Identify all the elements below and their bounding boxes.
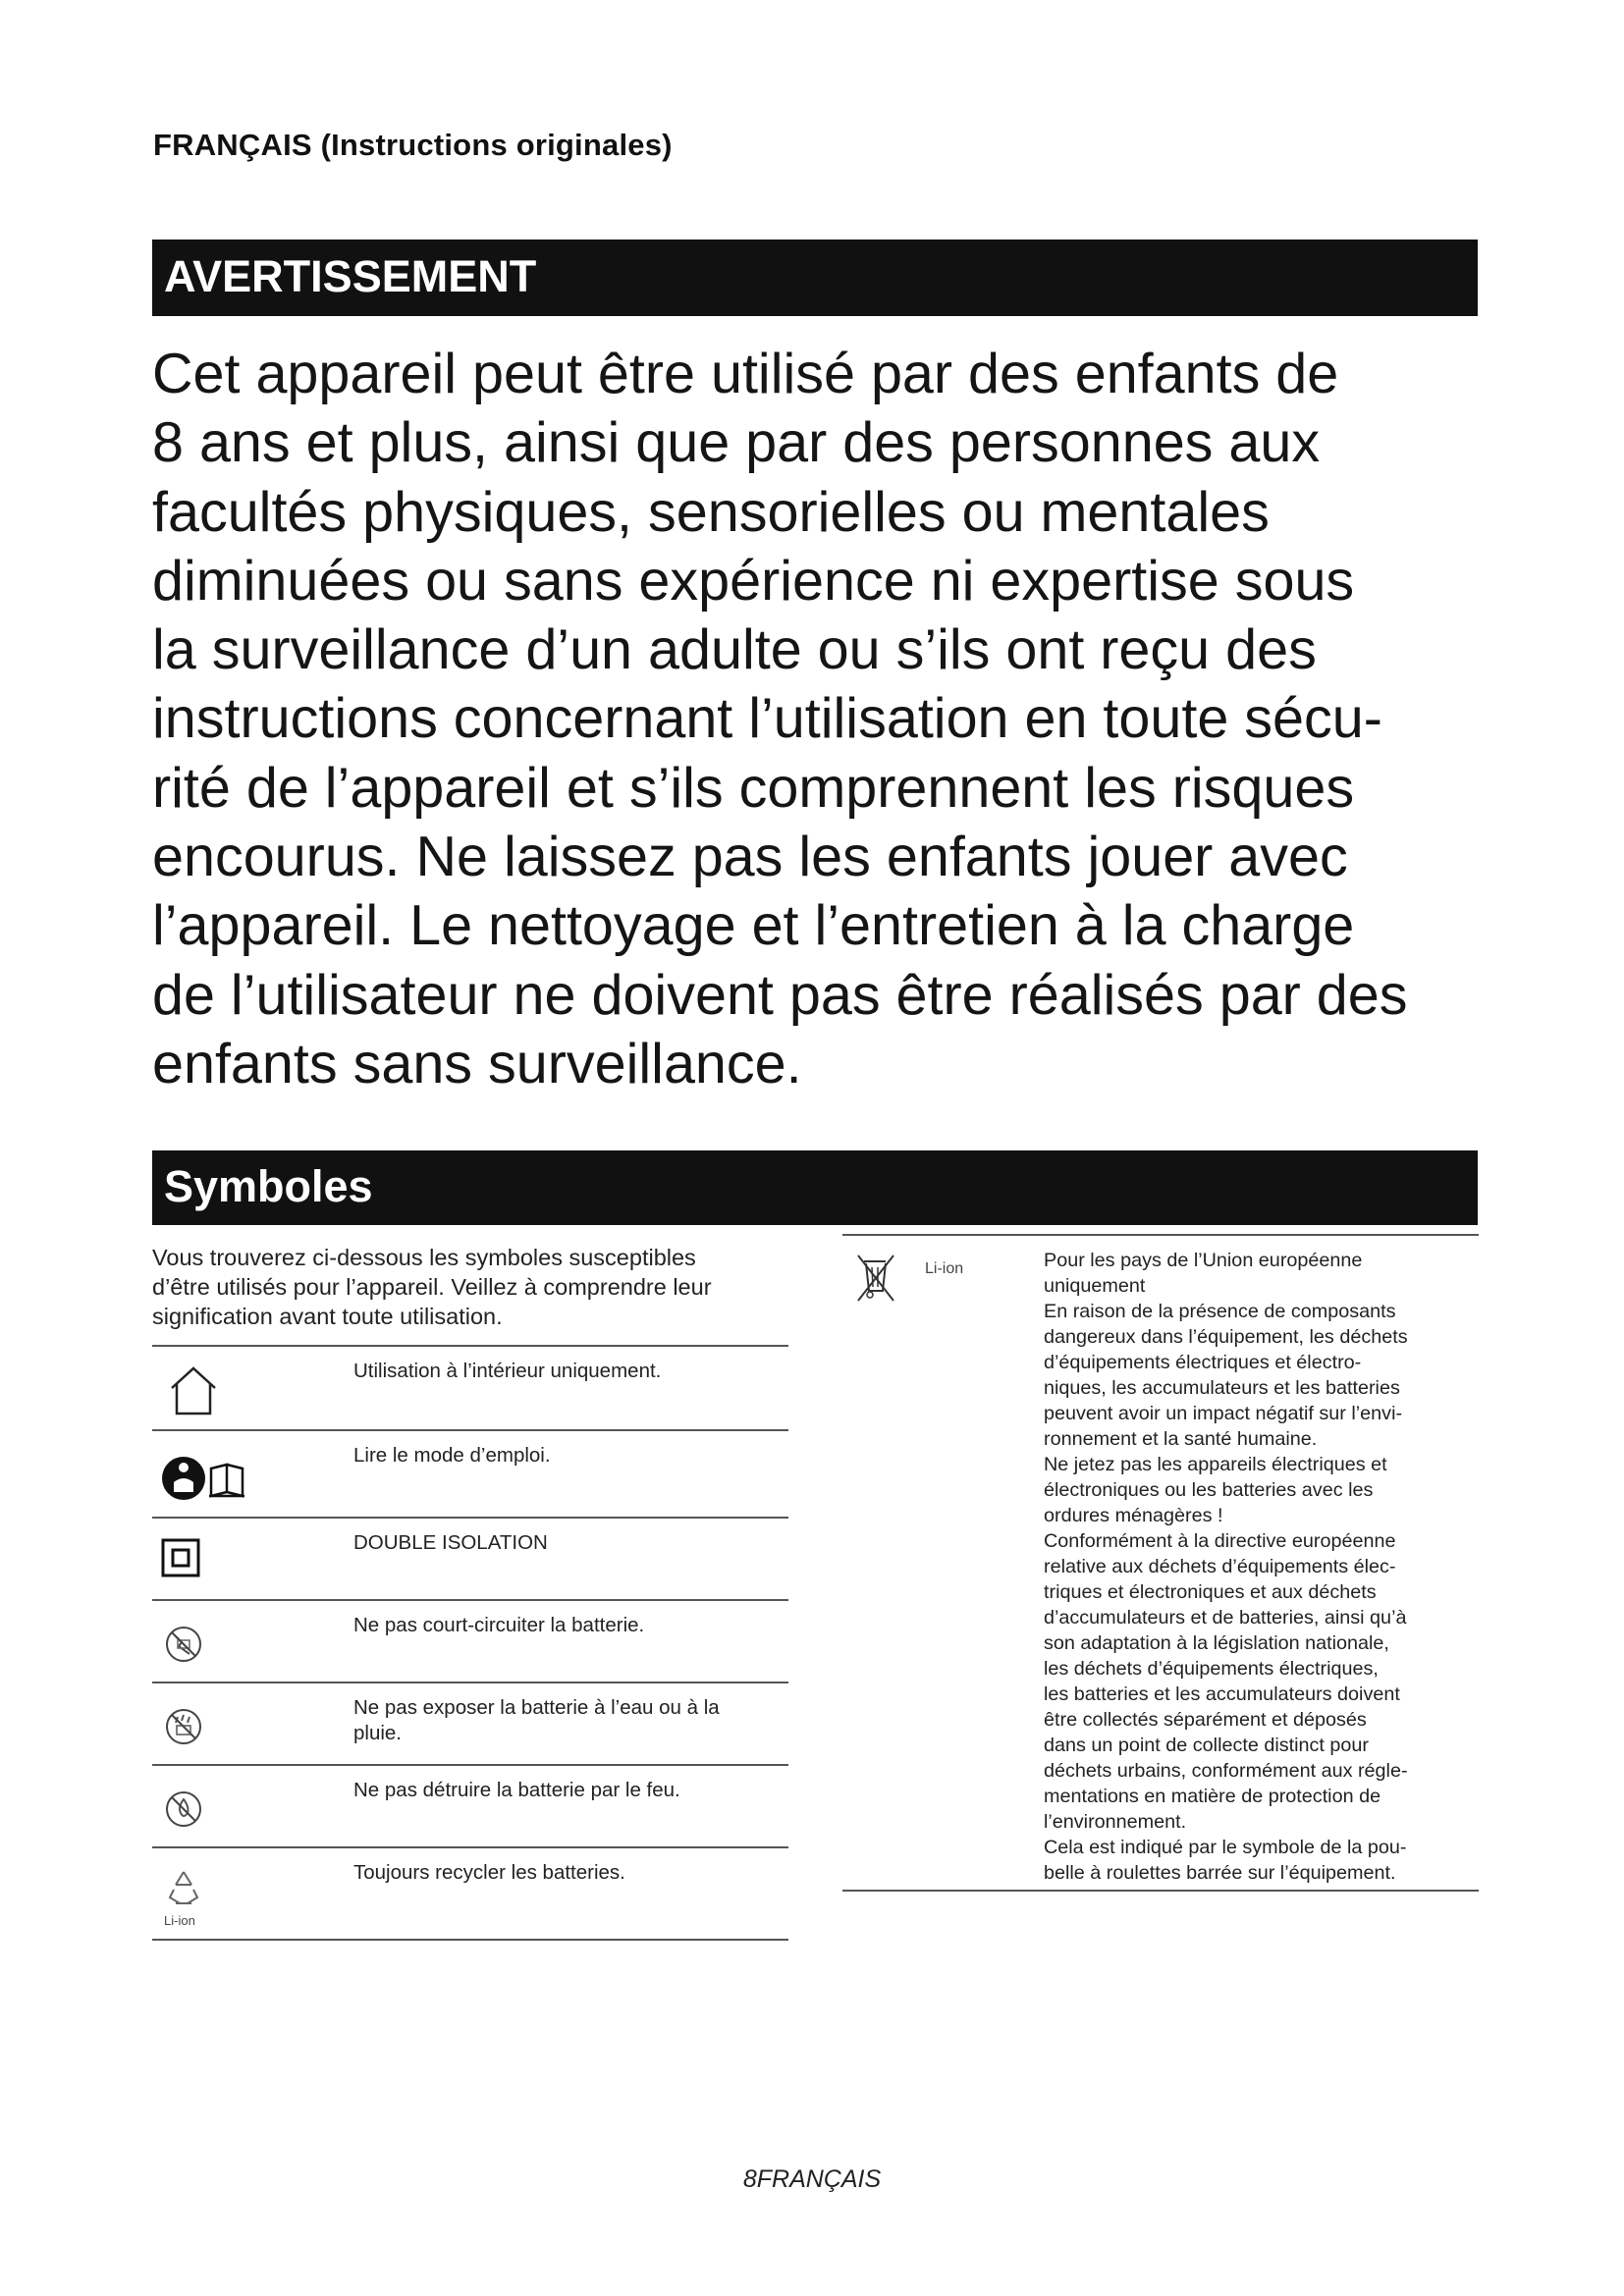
warning-line: rité de l’appareil et s’ils comprennent les risques	[152, 756, 1355, 820]
crossed-out-bin-icon	[850, 1248, 988, 1307]
symbol-row	[152, 1766, 788, 1848]
symbols-table	[152, 1345, 788, 1941]
warning-line: la surveillance d’un adulte ou s’ils ont reçu des	[152, 618, 1317, 682]
no-water-icon	[160, 1693, 298, 1762]
symbol-row	[152, 1683, 788, 1766]
symbols-heading: Symboles	[152, 1150, 1478, 1225]
warning-line: 8 ans et plus, ainsi que par des personnes aux	[152, 411, 1321, 475]
recycle-icon	[160, 1858, 298, 1927]
weee-notice	[842, 1234, 1479, 1892]
symbol-row	[152, 1601, 788, 1683]
symbol-row	[152, 1431, 788, 1519]
symbol-description-text: Ne pas exposer la batterie à l’eau ou à la pluie.	[353, 1696, 720, 1744]
symbol-description	[353, 1695, 766, 1746]
warning-line: encourus. Ne laissez pas les enfants jouer avec	[152, 826, 1348, 889]
intro-line: d’être utilisés pour l’appareil. Veillez à comprendre leur	[152, 1274, 712, 1300]
no-short-circuit-icon	[160, 1611, 298, 1680]
read-manual-icon	[160, 1441, 298, 1510]
warning-line: enfants sans surveillance.	[152, 1032, 802, 1095]
symbol-row	[152, 1519, 788, 1601]
warning-line: instructions concernant l’utilisation en toute sécu-	[152, 687, 1382, 751]
symbol-row	[152, 1347, 788, 1431]
no-fire-icon	[160, 1776, 298, 1844]
warning-heading: AVERTISSEMENT	[152, 240, 1478, 316]
symbol-description: Ne pas court-circuiter la batterie.	[353, 1614, 645, 1636]
weee-icon-label: Li-ion	[925, 1260, 964, 1277]
warning-line: Cet appareil peut être utilisé par des enfants de	[152, 343, 1339, 405]
page-language-title: FRANÇAIS (Instructions originales)	[153, 128, 673, 162]
warning-line: facultés physiques, sensorielles ou mentales	[152, 480, 1270, 544]
symbols-intro	[152, 1243, 790, 1331]
intro-line: Vous trouverez ci-dessous les symboles susceptibles	[152, 1245, 696, 1270]
house-icon	[160, 1357, 298, 1425]
symbol-description: Lire le mode d’emploi.	[353, 1444, 551, 1467]
symbol-description: Ne pas détruire la batterie par le feu.	[353, 1779, 680, 1801]
double-insulation-icon	[160, 1528, 298, 1597]
symbol-description: Utilisation à l’intérieur uniquement.	[353, 1360, 662, 1382]
intro-line: signification avant toute utilisation.	[152, 1304, 503, 1329]
symbol-description: DOUBLE ISOLATION	[353, 1531, 548, 1554]
symbol-row	[152, 1848, 788, 1941]
warning-text	[152, 340, 1527, 1098]
symbol-description: Toujours recycler les batteries.	[353, 1861, 625, 1884]
warning-line: l’appareil. Le nettoyage et l’entretien à la charge	[152, 894, 1355, 958]
warning-line: diminuées ou sans expérience ni expertise sous	[152, 549, 1355, 613]
weee-text: Pour les pays de l’Union européenne uniquement En raison de la présence de composants dangereux dans l’équipement, les déchets d’équipements électriques et électro- niques, les accumulateurs et les batteries peuvent avoir un impact négatif sur l’envi- ronnement et la santé humaine. Ne jetez pas les appareils électriques et électroniques ou les batteries avec les ordures ménagères ! Conformément à la directive européenne relative aux déchets d’équipements élec- triques et électroniques et aux déchets d’accumulateurs et de batteries, ainsi qu’à son adaptation à la législation nationale, les déchets d’équipements électriques, les batteries et les accumulateurs doivent être collectés séparément et déposés dans un point de collecte distinct pour déchets urbains, conformément aux régle- mentations en matière de protection de l’environnement. Cela est indiqué par le symbole de la pou- belle à roulettes barrée sur l’équipement.	[1044, 1250, 1408, 1884]
warning-line: de l’utilisateur ne doivent pas être réalisés par des	[152, 963, 1408, 1027]
recycle-icon-label: Li-ion	[164, 1913, 195, 1928]
page-footer: 8FRANÇAIS	[742, 2165, 882, 2193]
